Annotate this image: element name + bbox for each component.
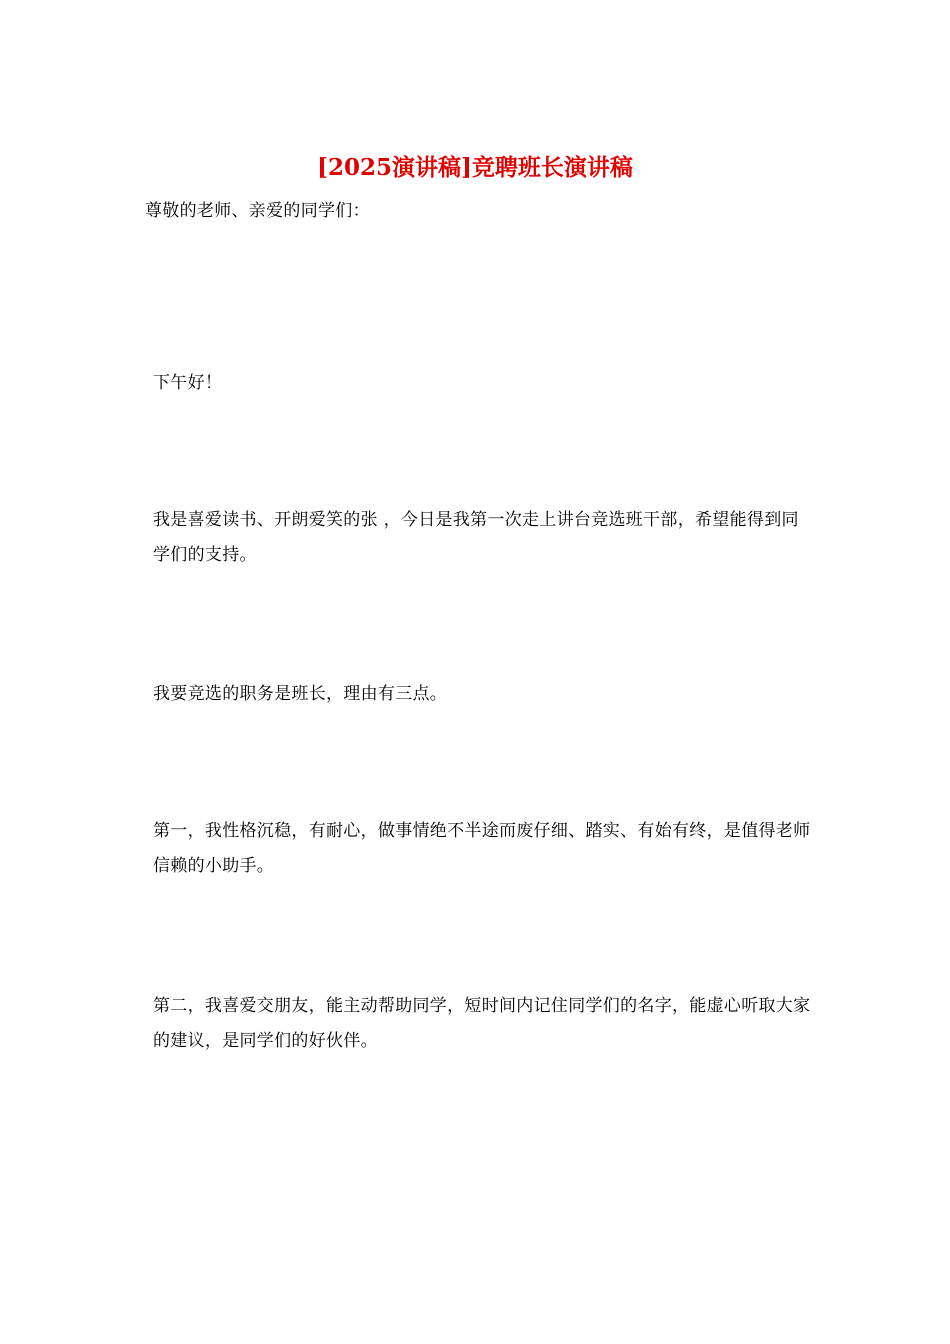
salutation-paragraph: 尊敬的老师、亲爱的同学们： xyxy=(145,201,370,221)
greeting-paragraph: 下午好！ xyxy=(153,373,223,393)
first-reason-paragraph: 第一，我性格沉稳，有耐心，做事情绝不半途而废仔细、踏实、有始有终，是值得老师信赖的小助手。 xyxy=(153,821,811,876)
position-paragraph: 我要竞选的职务是班长，理由有三点。 xyxy=(153,684,448,704)
intro-paragraph: 我是喜爱读书、开朗爱笑的张 ，今日是我第一次走上讲台竞选班干部，希望能得到同学们的支持。 xyxy=(153,510,799,565)
document-title: [2025演讲稿]竞聘班长演讲稿 xyxy=(317,154,633,181)
second-reason-paragraph: 第二，我喜爱交朋友，能主动帮助同学，短时间内记住同学们的名字，能虚心听取大家的建议，是同学们的好伙伴。 xyxy=(153,996,811,1051)
